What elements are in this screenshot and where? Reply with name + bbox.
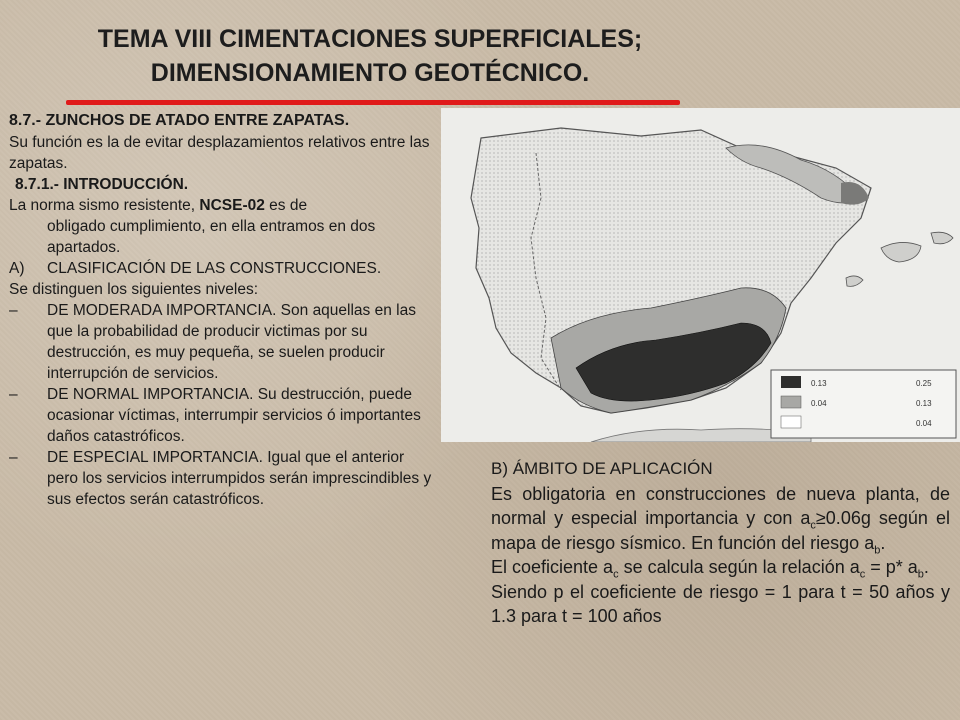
legend-swatch-medium <box>781 396 801 408</box>
text-run: ≥0.06g según el mapa de riesgo sísmico. En función del riesgo a <box>491 508 950 553</box>
right-column <box>491 457 950 629</box>
legend-label: 0.04 <box>811 399 827 408</box>
subsection-heading: 8.7.1.- INTRODUCCIÓN. <box>15 176 189 193</box>
text-run: Es obligatoria en construcciones de nueva planta, de normal y especial importancia y con a <box>491 483 950 528</box>
list-marker: – <box>9 386 18 403</box>
map-legend <box>771 370 956 438</box>
list-marker: – <box>9 302 18 319</box>
legend-swatch-low <box>781 416 801 428</box>
list-item <box>9 384 434 447</box>
legend-label: 0.13 <box>811 379 827 388</box>
legend-label: 0.13 <box>916 399 932 408</box>
list-item-text: DE ESPECIAL IMPORTANCIA. Igual que el anterior pero los servicios interrumpidos serán imprescindibles y sus efectos serán catastróficos. <box>47 449 432 508</box>
subscript: c <box>613 568 619 581</box>
levels-intro: Se distinguen los siguientes niveles: <box>9 281 259 298</box>
norma-continuation: obligado cumplimiento, en ella entramos en dos apartados. <box>47 218 376 256</box>
legend-swatch-high <box>781 376 801 388</box>
text-run: El coeficiente a <box>491 557 614 577</box>
seismic-map-image <box>441 108 960 442</box>
legend-label: 0.04 <box>916 419 932 428</box>
norma-pre: La norma sismo resistente, <box>9 197 200 214</box>
text-run: . <box>923 557 929 577</box>
subscript: b <box>917 568 924 581</box>
subscript: b <box>874 544 881 557</box>
norma-paragraph <box>9 195 434 216</box>
scope-paragraph-2 <box>491 555 950 580</box>
intro-text: Su función es la de evitar desplazamientos relativos entre las zapatas. <box>9 134 430 172</box>
scope-paragraph-3: Siendo p el coeficiente de riesgo = 1 para t = 50 años y 1.3 para t = 100 años <box>491 581 950 626</box>
left-column <box>9 110 434 510</box>
section-heading: 8.7.- ZUNCHOS DE ATADO ENTRE ZAPATAS. <box>9 112 350 129</box>
title-underline <box>66 100 680 105</box>
text-run: = p* a <box>865 557 918 577</box>
slide-title <box>40 22 700 90</box>
list-item-text: DE NORMAL IMPORTANCIA. Su destrucción, puede ocasionar víctimas, interrumpir servicios ó importantes daños catastróficos. <box>47 386 421 445</box>
list-item-text: DE MODERADA IMPORTANCIA. Son aquellas en las que la probabilidad de producir victimas por su destrucción, es muy pequeña, se suelen producir interrupción de servicios. <box>47 302 416 382</box>
classification-item <box>9 258 434 279</box>
scope-heading: B) ÁMBITO DE APLICACIÓN <box>491 459 713 478</box>
norma-post: es de <box>264 197 308 214</box>
scope-paragraph-1 <box>491 482 950 556</box>
title-line-2: DIMENSIONAMIENTO GEOTÉCNICO. <box>150 59 590 87</box>
seismic-map <box>441 108 960 442</box>
legend-label: 0.25 <box>916 379 932 388</box>
norma-code: NCSE-02 <box>199 197 265 214</box>
classification-text: CLASIFICACIÓN DE LAS CONSTRUCCIONES. <box>47 260 382 277</box>
list-item <box>9 447 434 510</box>
subscript: c <box>859 568 866 581</box>
list-item <box>9 300 434 384</box>
text-run: . <box>880 532 886 553</box>
list-marker: A) <box>9 260 25 277</box>
list-marker: – <box>9 449 18 466</box>
text-run: se calcula según la relación a <box>618 557 860 577</box>
title-line-1: TEMA VIII CIMENTACIONES SUPERFICIALES; <box>97 25 643 53</box>
subscript: c <box>810 519 816 532</box>
